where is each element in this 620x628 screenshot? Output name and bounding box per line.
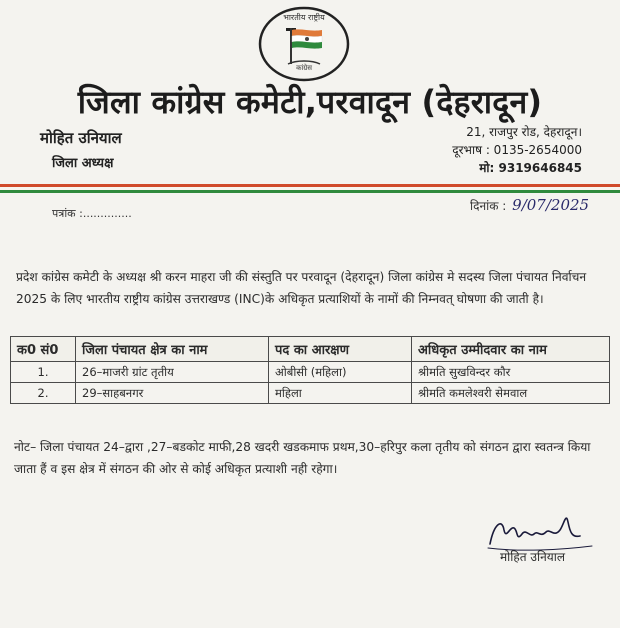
date-line [470, 196, 589, 214]
cell-area: 26–माजरी ग्रांट तृतीय [76, 362, 269, 383]
contact-block [452, 123, 582, 177]
mobile: मो: 9319646845 [479, 161, 582, 175]
cell-area: 29–साहबनगर [76, 383, 269, 404]
logo-top-text: भारतीय राष्ट्रीय [283, 13, 325, 22]
col-area: जिला पंचायत क्षेत्र का नाम [76, 337, 269, 362]
congress-logo [250, 4, 358, 84]
candidate-table [10, 336, 610, 404]
cell-reservation: ओबीसी (महिला) [269, 362, 412, 383]
cell-candidate: श्रीमति सुखविन्दर कौर [412, 362, 610, 383]
table-header-row [11, 337, 610, 362]
logo-bottom-text: कांग्रेस [296, 64, 312, 72]
date-value: 9/07/2025 [512, 196, 590, 214]
col-candidate: अधिकृत उम्मीदवार का नाम [412, 337, 610, 362]
president-role: जिला अध्यक्ष [52, 156, 114, 171]
table-row [11, 362, 610, 383]
president-block [40, 128, 122, 171]
note-paragraph: नोट– जिला पंचायत 24–द्वारा ,27–बडकोट माफी,28 खदरी खडकमाफ प्रथम,30–हरिपुर कला तृतीय को संगठन द्वारा स्वतन्त्र किया जाता हैं व इस क्षेत्र में संगठन की ओर से कोई अधिकृत प्रत्याशी नही रहेगा। [14, 440, 591, 476]
cell-candidate: श्रीमति कमलेश्वरी सेमवाल [412, 383, 610, 404]
intro-paragraph: प्रदेश कांग्रेस कमेटी के अध्यक्ष श्री करन माहरा जी की संस्तुति पर परवादून (देहरादून) जिला कांग्रेस मे सदस्य जिला पंचायत निर्वाचन 2025 के लिए भारतीय राष्ट्रीय कांग्रेस उत्तराखण्ड (INC)के अधिकृत प्रत्याशियों के नामों की निम्नवत् घोषणा की जाती है। [16, 270, 587, 306]
signatory-name: मोहित उनियाल [500, 550, 565, 564]
cell-reservation: महिला [269, 383, 412, 404]
col-reservation: पद का आरक्षण [269, 337, 412, 362]
phone: दूरभाष : 0135-2654000 [452, 143, 582, 157]
tricolor-band [0, 184, 620, 193]
reference-number: पत्रांक :.............. [52, 207, 132, 220]
cell-serial: 2. [11, 383, 76, 404]
address: 21, राजपुर रोड, देहरादून। [466, 125, 582, 139]
green-stripe [0, 190, 620, 193]
table-row [11, 383, 610, 404]
cell-serial: 1. [11, 362, 76, 383]
date-label: दिनांक : [470, 199, 507, 213]
committee-title: जिला कांग्रेस कमेटी,परवादून (देहरादून) [77, 83, 543, 121]
col-serial: क0 सं0 [11, 337, 76, 362]
president-name: मोहित उनियाल [40, 129, 122, 147]
signature-block [480, 508, 600, 578]
